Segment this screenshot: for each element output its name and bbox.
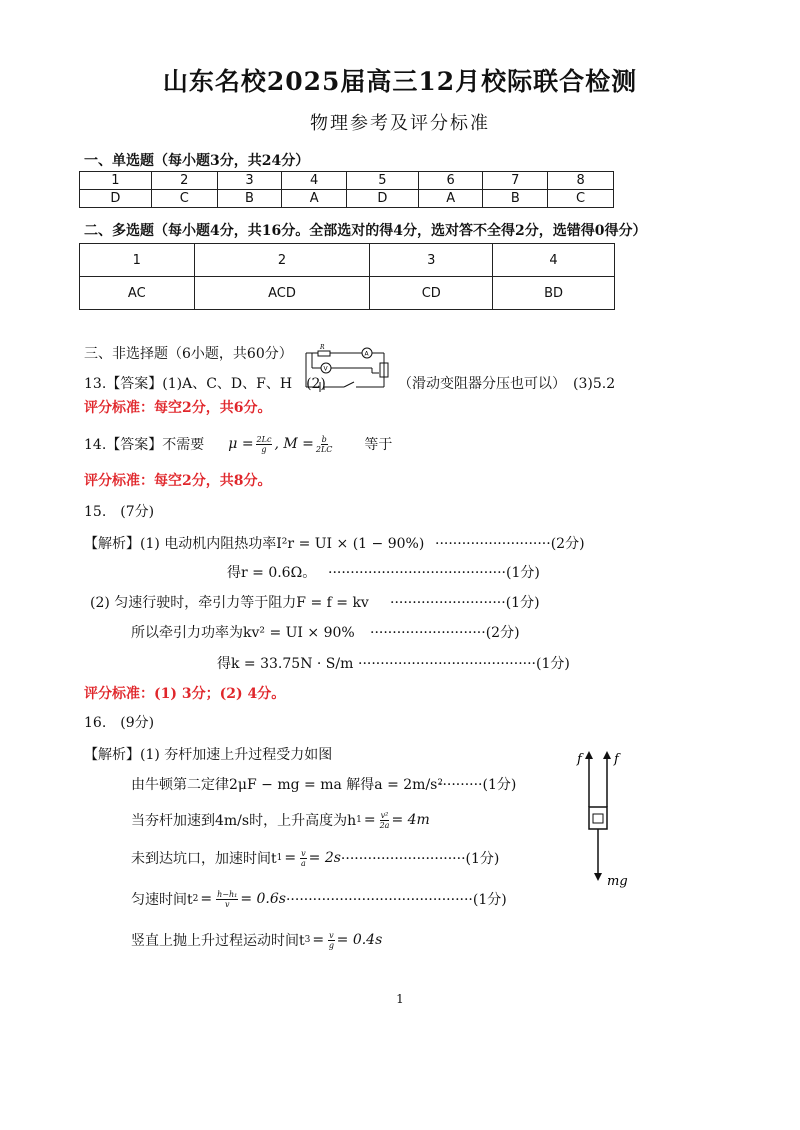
q16-line-3-text: 当夯杆加速到4m/s时，上升高度为h [131, 813, 357, 829]
resistor-label: R [320, 344, 325, 351]
subscript: 1 [356, 815, 362, 825]
table-row [80, 172, 614, 190]
equals: = [312, 932, 325, 948]
table-cell: C [548, 190, 614, 208]
q16-line-6-rhs: = 0.4s [336, 932, 383, 948]
q14-mu-fraction [256, 435, 273, 454]
table-row [80, 277, 615, 310]
fraction-denominator: 2a [379, 820, 390, 830]
q16-line-4 [131, 848, 499, 868]
subscript: 2 [192, 894, 199, 904]
ammeter-label: A [364, 350, 369, 358]
table-cell: 3 [370, 244, 493, 277]
q15-line-3-score: ··························(1分) [390, 595, 540, 611]
q15-line-2-score: ········································(1分) [328, 565, 540, 581]
force-label-left: f [577, 752, 582, 767]
q16-line-4-rhs: = 2s [308, 850, 341, 866]
fraction-numerator: v [301, 848, 306, 858]
q15-line-4: 所以牵引力功率为kv² = UI × 90% [131, 625, 355, 641]
table-cell: B [217, 190, 282, 208]
page-subtitle: 物理参考及评分标准 [310, 113, 490, 134]
resistor [318, 351, 330, 356]
table-cell: 3 [217, 172, 282, 190]
q15-line-5: 得k = 33.75N · S/m [217, 656, 354, 672]
table-cell: D [80, 190, 152, 208]
table-cell: 8 [548, 172, 614, 190]
q16-line-3 [131, 810, 430, 830]
fraction-denominator: g [328, 940, 334, 950]
q14-m-lhs: , M = [274, 436, 314, 452]
fraction-denominator: a [300, 858, 306, 868]
table-row [80, 244, 615, 277]
q16-line-3-rhs: = 4m [391, 812, 430, 828]
table-cell: ACD [194, 277, 370, 310]
table-cell: 2 [194, 244, 370, 277]
q16-line-5-score: ··········································(1分) [285, 892, 507, 908]
page-number: 1 [396, 992, 404, 1006]
section-2-heading: 二、多选题（每小题4分，共16分。全部选对的得4分，选对答不全得2分，选错得0得分） [84, 223, 647, 239]
fraction-numerator: v [329, 930, 334, 940]
q16-line-4-fraction [300, 849, 307, 868]
section-1-heading: 一、单选题（每小题3分，共24分） [84, 153, 310, 169]
q16-line-4-score: ····························(1分) [340, 851, 500, 867]
table-cell: CD [370, 277, 493, 310]
q16-line-6-fraction [328, 931, 335, 950]
fraction-numerator: 2Lc [256, 434, 272, 444]
q16-line-5-text: 匀速时间t [131, 892, 193, 908]
q14-answer [84, 434, 392, 454]
q16-line-3-fraction [380, 811, 390, 830]
fraction-denominator: v [224, 899, 230, 909]
voltmeter-label: V [323, 365, 328, 373]
q15-grading: 评分标准：(1) 3分；(2) 4分。 [84, 686, 286, 702]
subscript: 3 [304, 935, 311, 945]
force-diagram [570, 745, 640, 890]
q16-line-5-fraction [216, 890, 238, 909]
q16-line-6-text: 竖直上抛上升过程运动时间t [131, 933, 305, 949]
table-cell: 2 [151, 172, 217, 190]
page-title: 山东名校2025届高三12月校际联合检测 [162, 67, 638, 96]
table-cell: AC [80, 277, 195, 310]
table-cell: B [483, 190, 548, 208]
q16-line-2-score: ··········(1分) [438, 777, 517, 793]
multi-choice-table [79, 243, 615, 310]
q14-prefix: 14.【答案】不需要 [84, 437, 205, 453]
q14-mu-lhs: μ = [228, 436, 254, 452]
q13-note: （滑动变阻器分压也可以） (3)5.2 [398, 376, 616, 392]
q14-m-fraction [316, 435, 333, 454]
rod-block [589, 807, 607, 829]
single-choice-table [79, 171, 614, 208]
q13-grading: 评分标准：每空2分，共6分。 [84, 400, 272, 416]
gravity-label: mg [607, 874, 628, 889]
table-row [80, 190, 614, 208]
q15-line-5-score: ········································(1分) [358, 656, 570, 672]
q15-line-2: 得r = 0.6Ω。 [227, 565, 317, 581]
q15-line-1: 【解析】(1) 电动机内阻热功率I²r = UI × (1 − 90%) [84, 536, 425, 552]
table-cell: 4 [282, 172, 347, 190]
q16-line-2: 由牛顿第二定律2μF − mg = ma 解得a = 2m/s² [131, 777, 443, 793]
fraction-numerator: h−h₁ [217, 889, 238, 899]
q16-line-1: 【解析】(1) 夯杆加速上升过程受力如图 [84, 747, 333, 763]
q16-line-5-rhs: = 0.6s [240, 891, 286, 907]
fraction-numerator: b [321, 434, 327, 444]
force-label-right: f [614, 752, 619, 767]
table-cell: 7 [483, 172, 548, 190]
table-cell: 5 [346, 172, 418, 190]
section-3-heading: 三、非选择题（6小题，共60分） [84, 346, 293, 362]
table-cell: 1 [80, 172, 152, 190]
q16-line-6 [131, 930, 382, 950]
subscript: 1 [276, 853, 283, 863]
q14-grading: 评分标准：每空2分，共8分。 [84, 473, 272, 489]
q15-header: 15. (7分) [84, 504, 155, 520]
table-cell: 1 [80, 244, 195, 277]
equals: = [200, 891, 213, 907]
q15-line-3: (2) 匀速行驶时，牵引力等于阻力F = f = kv [90, 595, 369, 611]
q13-answer: 13.【答案】(1)A、C、D、F、H (2) [84, 376, 326, 392]
fraction-denominator: g [261, 444, 267, 454]
q15-line-1-score: ··························(2分) [435, 536, 585, 552]
table-cell: D [346, 190, 418, 208]
equals: = [363, 812, 376, 828]
q16-line-4-text: 未到达坑口，加速时间t [131, 851, 277, 867]
table-cell: A [282, 190, 347, 208]
q16-line-5 [131, 889, 507, 909]
table-cell: C [151, 190, 217, 208]
table-cell: BD [493, 277, 615, 310]
fraction-denominator: 2LC [315, 444, 333, 454]
q15-line-4-score: ··························(2分) [370, 625, 520, 641]
q14-suffix: 等于 [364, 437, 393, 453]
table-cell: 6 [418, 172, 483, 190]
equals: = [284, 850, 297, 866]
table-cell: 4 [493, 244, 615, 277]
circuit-diagram [300, 343, 392, 393]
q16-header: 16. (9分) [84, 715, 155, 731]
fraction-numerator: v² [380, 810, 389, 820]
table-cell: A [418, 190, 483, 208]
